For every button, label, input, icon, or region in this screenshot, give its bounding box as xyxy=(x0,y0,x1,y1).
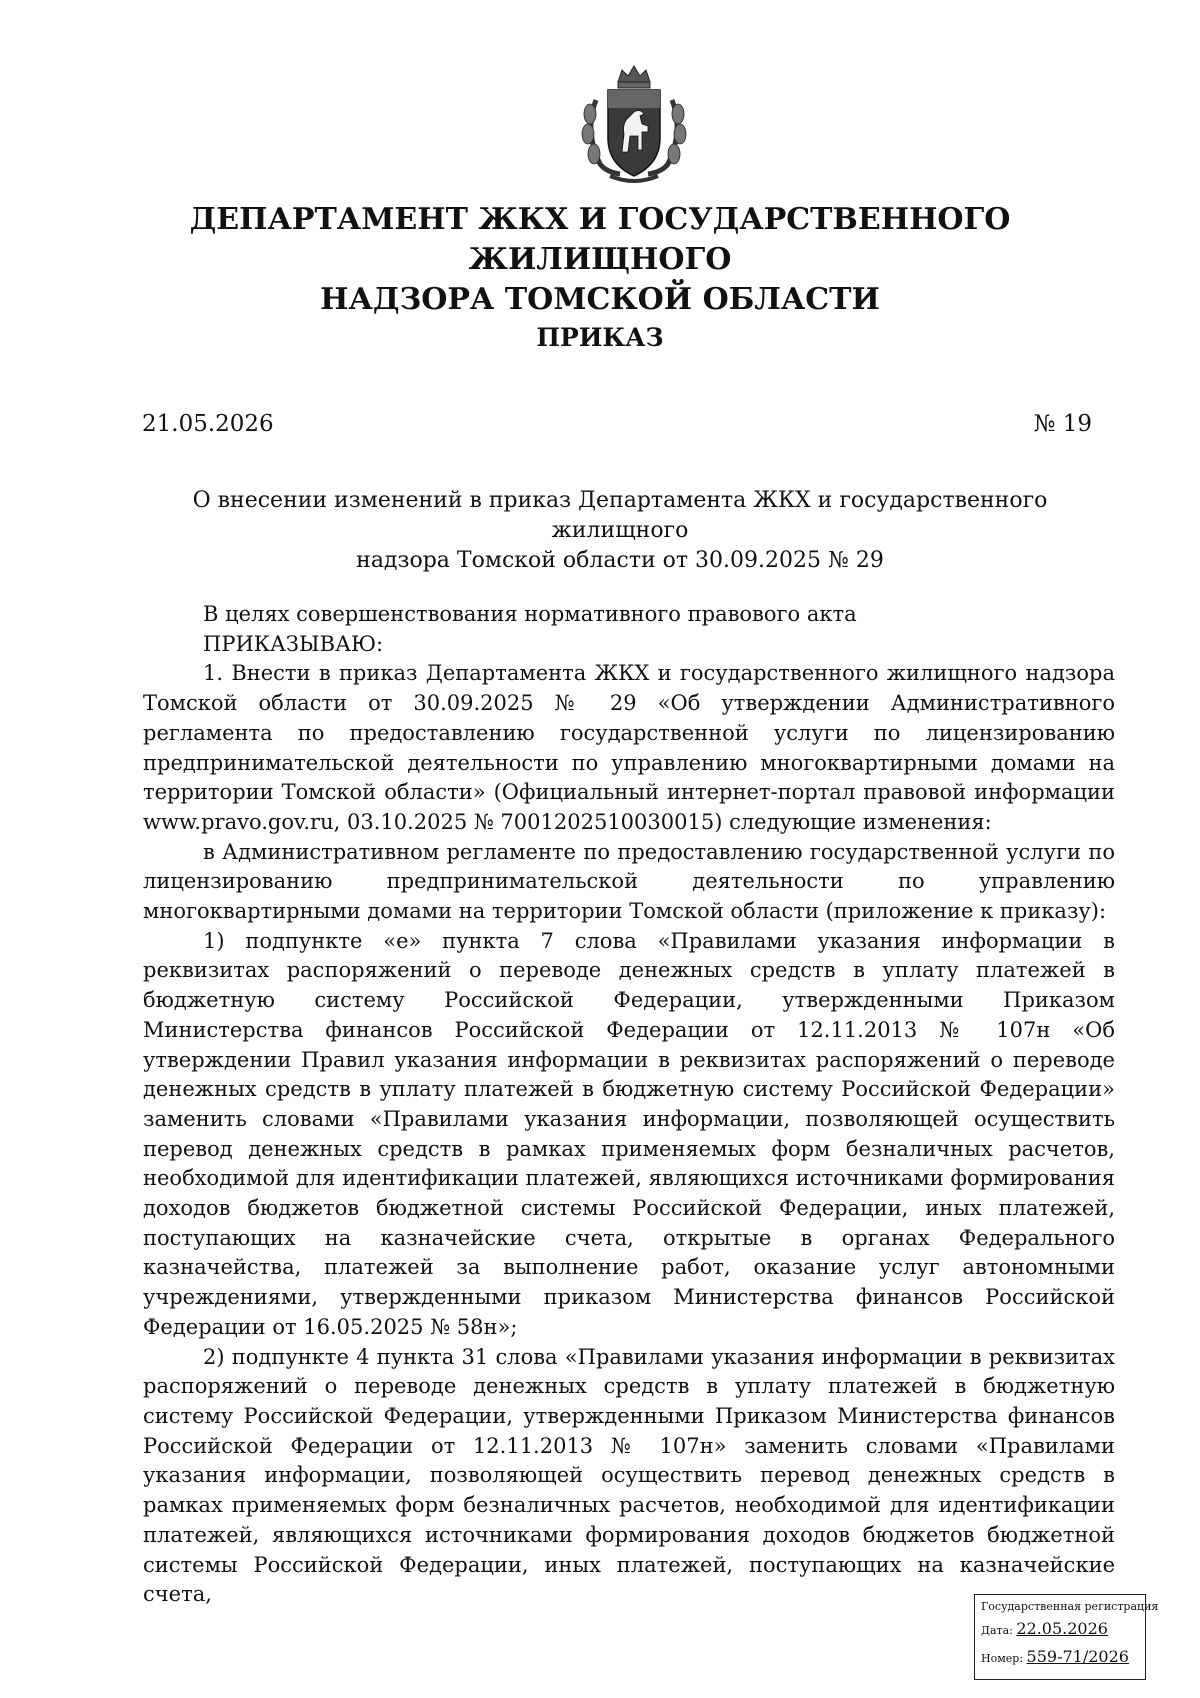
subject-line2: надзора Томской области от 30.09.2025 № 29 xyxy=(356,548,884,573)
order-word: ПРИКАЗЫВАЮ: xyxy=(203,631,384,656)
document-subject xyxy=(140,486,1100,576)
body-paragraph-4: 2) подпункте 4 пункта 31 слова «Правилами указания информации в реквизитах распоряжений о переводе денежных средств в уплату платежей в бюджетную систему Российской Федерации, утвержденными Приказом Министерства финансов Российской Федерации от 12.11.2013 № 107н» заменить словами «Правилами указания информации, позволяющей осуществить перевод денежных средств в рамках применяемых форм безналичных расчетов, необходимой для идентификации платежей, являющихся источниками формирования доходов бюджетов бюджетной системы Российской Федерации, иных платежей, поступающих на казначейские счета, xyxy=(143,1344,1115,1607)
tomsk-coat-of-arms-icon xyxy=(570,60,698,188)
stamp-number-value: 559-71/2026 xyxy=(1026,1647,1129,1666)
stamp-date-row xyxy=(981,1616,1139,1644)
document-date: 21.05.2026 xyxy=(142,411,274,437)
stamp-title: Государственная регистрация xyxy=(981,1600,1159,1613)
organization-title xyxy=(100,200,1100,320)
body-paragraph-1: 1. Внести в приказ Департамента ЖКХ и государственного жилищного надзора Томской области от 30.09.2025 № 29 «Об утверждении Административного регламента по предоставлению государственной услуги по лицензированию предпринимательской деятельности по управлению многоквартирными домами на территории Томской области» (Официальный интернет-портал правовой информации www.pravo.gov.ru, 03.10.2025 № 7001202510030015) следующие изменения: xyxy=(143,661,1115,834)
stamp-date-label: Дата: xyxy=(981,1624,1013,1637)
document-number: № 19 xyxy=(1033,411,1092,437)
subject-line1: О внесении изменений в приказ Департамента ЖКХ и государственного жилищного xyxy=(192,488,1048,543)
document-body xyxy=(143,600,1115,1610)
stamp-number-label: Номер: xyxy=(981,1652,1024,1665)
stamp-date-value: 22.05.2026 xyxy=(1016,1619,1108,1638)
body-paragraph-2: в Административном регламенте по предоставлению государственной услуги по лицензированию предпринимательской деятельности по управлению многоквартирными домами на территории Томской области (приложение к приказу): xyxy=(143,839,1115,924)
document-type: ПРИКАЗ xyxy=(536,323,664,352)
registration-stamp xyxy=(974,1594,1159,1680)
preamble-paragraph: В целях совершенствования нормативного правового акта xyxy=(203,602,857,626)
organization-title-line1: ДЕПАРТАМЕНТ ЖКХ И ГОСУДАРСТВЕННОГО ЖИЛИЩНОГО xyxy=(189,202,1011,277)
body-paragraph-3: 1) подпункте «е» пункта 7 слова «Правилами указания информации в реквизитах распоряжений о переводе денежных средств в уплату платежей в бюджетную систему Российской Федерации, утвержденными Приказом Министерства финансов Российской Федерации от 12.11.2013 № 107н «Об утверждении Правил указания информации в реквизитах распоряжений о переводе денежных средств в уплату платежей в бюджетную систему Российской Федерации» заменить словами «Правилами указания информации, позволяющей осуществить перевод денежных средств в рамках применяемых форм безналичных расчетов, необходимой для идентификации платежей, являющихся источниками формирования доходов бюджетов бюджетной системы Российской Федерации, иных платежей, поступающих на казначейские счета, открытые в органах Федерального казначейства, платежей за выполнение работ, оказание услуг автономными учреждениями, утвержденными приказом Министерства финансов Российской Федерации от 16.05.2025 № 58н»; xyxy=(143,928,1115,1339)
stamp-number-row xyxy=(981,1644,1139,1672)
organization-title-line2: НАДЗОРА ТОМСКОЙ ОБЛАСТИ xyxy=(320,282,880,317)
